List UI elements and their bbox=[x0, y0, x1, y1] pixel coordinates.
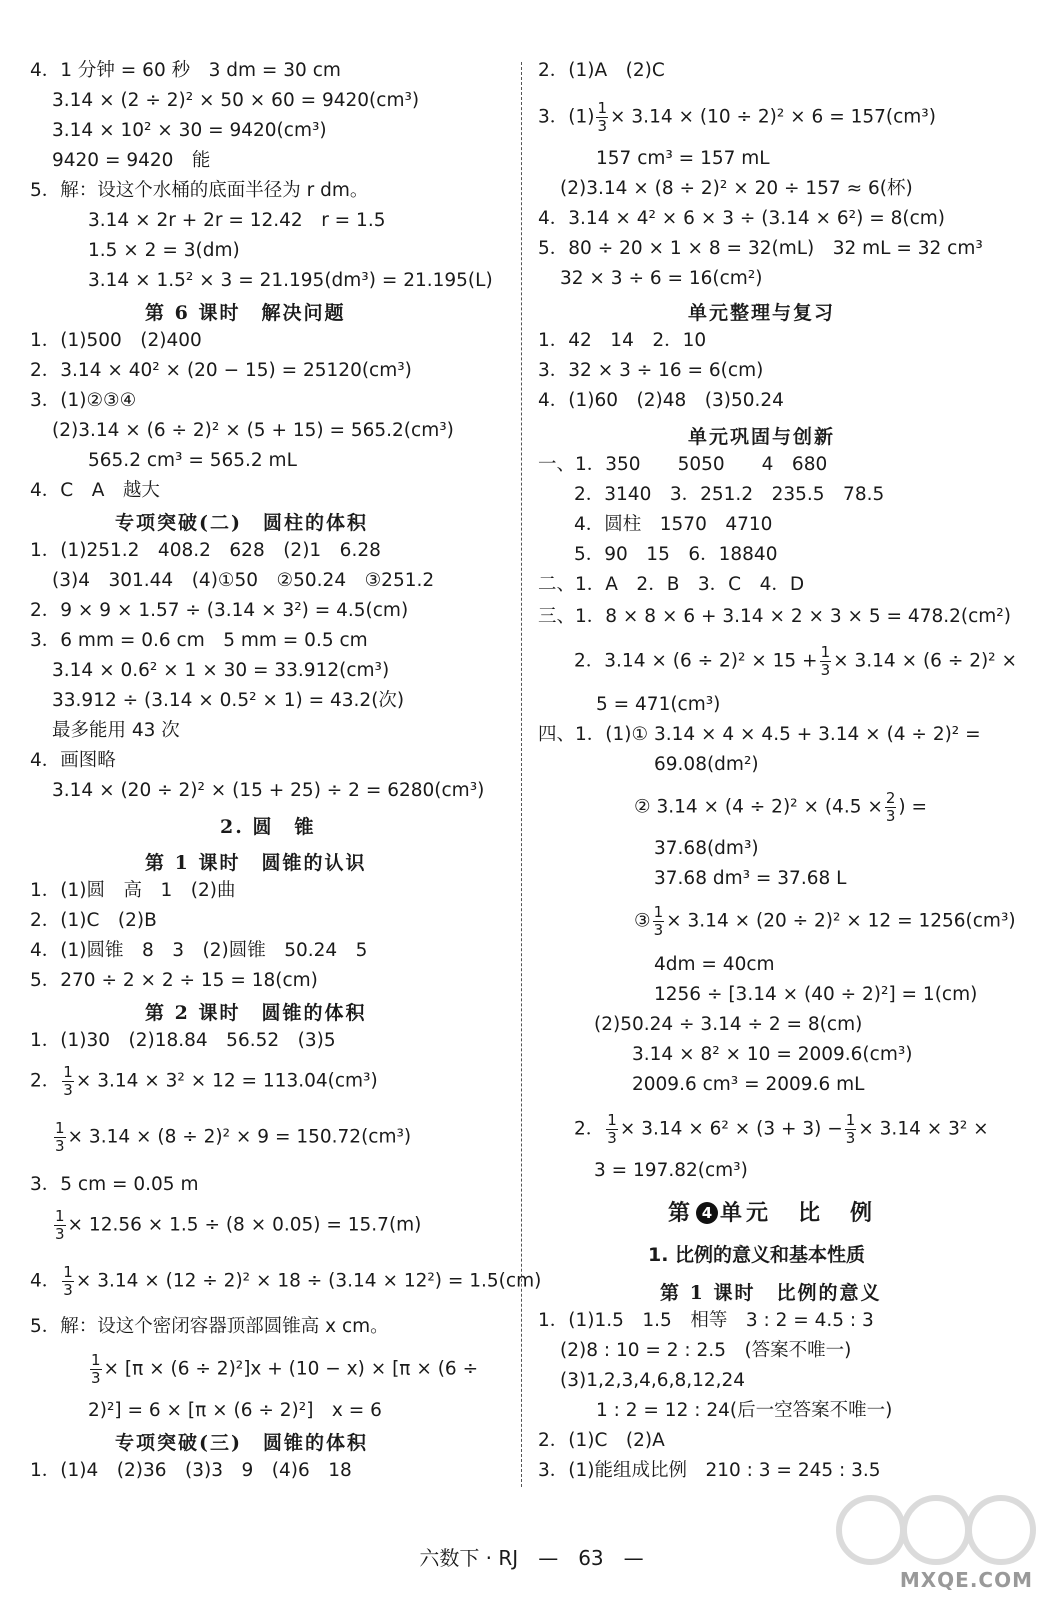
fraction-denominator: 3 bbox=[597, 117, 608, 135]
answer-line: 5 = 471(cm³) bbox=[596, 694, 721, 715]
answer-line: 1．(1)500 (2)400 bbox=[30, 330, 202, 351]
unit-heading-title: 单元 比 例 bbox=[720, 1201, 877, 1226]
fraction-denominator: 3 bbox=[845, 1129, 856, 1147]
fraction-denominator: 3 bbox=[607, 1129, 617, 1147]
answer-line bbox=[30, 1264, 541, 1299]
answer-text: × 3.14 × (20 ÷ 2)² × 12 = 1256(cm³) bbox=[666, 910, 1016, 932]
section-heading: 1. 比例的意义和基本性质 bbox=[648, 1244, 866, 1266]
answer-line: (3)1,2,3,4,6,8,12,24 bbox=[560, 1370, 746, 1391]
answer-line: 2009.6 cm³ = 2009.6 mL bbox=[632, 1074, 865, 1095]
answer-line: 1．(1)30 (2)18.84 56.52 (3)5 bbox=[30, 1030, 336, 1051]
fraction bbox=[845, 1112, 857, 1147]
answer-line: 3．(1)能组成比例 210 : 3 = 245 : 3.5 bbox=[538, 1460, 881, 1481]
answer-line: 4．1 分钟 = 60 秒 3 dm = 30 cm bbox=[30, 60, 341, 81]
answer-line: 1．42 14 2．10 bbox=[538, 330, 707, 351]
answer-line: 一、1．350 5050 4 680 bbox=[538, 454, 828, 475]
answer-text: × 3.14 × (6 ÷ 2)² × bbox=[833, 650, 1017, 672]
answer-line bbox=[52, 1120, 411, 1155]
section-heading: 专项突破(三) 圆锥的体积 bbox=[115, 1432, 368, 1454]
answer-line: 4dm = 40cm bbox=[654, 954, 775, 975]
fraction-numerator: 1 bbox=[653, 903, 664, 921]
answer-line: 2．3.14 × 40² × (20 − 15) = 25120(cm³) bbox=[30, 360, 412, 381]
fraction-numerator: 2 bbox=[885, 789, 896, 807]
answer-line: 5．90 15 6．18840 bbox=[574, 544, 778, 565]
answer-line: 565.2 cm³ = 565.2 mL bbox=[88, 450, 297, 471]
fraction-denominator: 3 bbox=[820, 661, 831, 679]
fraction-denominator: 3 bbox=[55, 1225, 65, 1243]
answer-line: 1．(1)1.5 1.5 相等 3 : 2 = 4.5 : 3 bbox=[538, 1310, 874, 1331]
answer-line: 1．(1)4 (2)36 (3)3 9 (4)6 18 bbox=[30, 1460, 352, 1481]
answer-line: 2．(1)C (2)B bbox=[30, 910, 157, 931]
answer-text: 2．3.14 × (6 ÷ 2)² × 15 + bbox=[574, 650, 818, 672]
unit-heading-prefix: 第 bbox=[668, 1201, 695, 1226]
fraction bbox=[54, 1208, 66, 1243]
answer-line bbox=[30, 1064, 378, 1099]
watermark-text: MXQE.COM bbox=[899, 1568, 1033, 1592]
answer-text: × 3.14 × 3² × bbox=[858, 1118, 989, 1140]
answer-line: 4．(1)60 (2)48 (3)50.24 bbox=[538, 390, 784, 411]
answer-line: 157 cm³ = 157 mL bbox=[596, 148, 770, 169]
answer-line bbox=[574, 1112, 989, 1147]
answer-text: ③ bbox=[634, 910, 651, 932]
fraction bbox=[596, 100, 608, 135]
answer-text: × 3.14 × 3² × 12 = 113.04(cm³) bbox=[75, 1070, 378, 1092]
answer-line: 69.08(dm²) bbox=[654, 754, 759, 775]
fraction-numerator: 1 bbox=[55, 1207, 65, 1225]
answer-line: 2．(1)A (2)C bbox=[538, 60, 665, 81]
section-heading: 单元巩固与创新 bbox=[688, 426, 836, 448]
section-heading: 第 1 课时 圆锥的认识 bbox=[145, 852, 367, 874]
fraction-numerator: 1 bbox=[845, 1111, 856, 1129]
fraction-numerator: 1 bbox=[607, 1111, 617, 1129]
answer-number: 2． bbox=[574, 1118, 605, 1140]
answer-number: 4． bbox=[30, 1270, 61, 1292]
fraction-denominator: 3 bbox=[91, 1369, 101, 1387]
answer-line: 5．解：设这个水桶的底面半径为 r dm。 bbox=[30, 180, 369, 201]
section-heading: 第 6 课时 解决问题 bbox=[145, 302, 346, 324]
answer-line: (2)8 : 10 = 2 : 2.5 (答案不唯一) bbox=[560, 1340, 852, 1361]
page-footer: 六数下 · RJ — 63 — bbox=[419, 1546, 644, 1570]
fraction bbox=[54, 1120, 66, 1155]
fraction bbox=[62, 1064, 74, 1099]
answer-line: 2．9 × 9 × 1.57 ÷ (3.14 × 3²) = 4.5(cm) bbox=[30, 600, 409, 621]
answer-line: 3．(1)②③④ bbox=[30, 390, 137, 411]
answer-line: 4．3.14 × 4² × 6 × 3 ÷ (3.14 × 6²) = 8(cm) bbox=[538, 208, 945, 229]
fraction-numerator: 1 bbox=[820, 643, 831, 661]
fraction-denominator: 3 bbox=[885, 807, 896, 825]
answer-line: (2)3.14 × (8 ÷ 2)² × 20 ÷ 157 ≈ 6(杯) bbox=[560, 178, 913, 199]
answer-line: 1 : 2 = 12 : 24(后一空答案不唯一) bbox=[596, 1400, 893, 1421]
fraction bbox=[653, 904, 665, 939]
section-heading: 2. 圆 锥 bbox=[220, 816, 316, 838]
answer-number: 2． bbox=[30, 1070, 61, 1092]
answer-line: 2．3140 3．251.2 235.5 78.5 bbox=[574, 484, 885, 505]
fraction-numerator: 1 bbox=[597, 99, 608, 117]
fraction-numerator: 1 bbox=[91, 1351, 101, 1369]
answer-text: × [π × (6 ÷ 2)²]x + (10 − x) × [π × (6 ÷ bbox=[103, 1358, 479, 1380]
answer-line: 二、1．A 2．B 3．C 4．D bbox=[538, 574, 805, 595]
answer-line: 32 × 3 ÷ 6 = 16(cm²) bbox=[560, 268, 763, 289]
answer-line: 3.14 × 2r + 2r = 12.42 r = 1.5 bbox=[88, 210, 386, 231]
answer-text: × 3.14 × 6² × (3 + 3) − bbox=[619, 1118, 843, 1140]
fraction bbox=[90, 1352, 102, 1387]
answer-line: 四、1．(1)① 3.14 × 4 × 4.5 + 3.14 × (4 ÷ 2)² = bbox=[538, 724, 981, 745]
fraction-denominator: 3 bbox=[55, 1137, 65, 1155]
answer-line: (3)4 301.44 (4)①50 ②50.24 ③251.2 bbox=[52, 570, 435, 591]
answer-line: 2)²] = 6 × [π × (6 ÷ 2)²] x = 6 bbox=[88, 1400, 382, 1421]
answer-line: 4．圆柱 1570 4710 bbox=[574, 514, 773, 535]
answer-text: × 3.14 × (10 ÷ 2)² × 6 = 157(cm³) bbox=[610, 106, 936, 128]
answer-line: 4．(1)圆锥 8 3 (2)圆锥 50.24 5 bbox=[30, 940, 368, 961]
answer-line: 1.5 × 2 = 3(dm) bbox=[88, 240, 240, 261]
fraction-numerator: 1 bbox=[63, 1263, 73, 1281]
fraction-denominator: 3 bbox=[63, 1081, 73, 1099]
answer-line: 37.68 dm³ = 37.68 L bbox=[654, 868, 847, 889]
answer-line: 2．(1)C (2)A bbox=[538, 1430, 665, 1451]
answer-line: 3.14 × (2 ÷ 2)² × 50 × 60 = 9420(cm³) bbox=[52, 90, 420, 111]
answer-line bbox=[574, 644, 1017, 679]
fraction bbox=[820, 644, 832, 679]
answer-text: × 12.56 × 1.5 ÷ (8 × 0.05) = 15.7(m) bbox=[67, 1214, 422, 1236]
fraction-denominator: 3 bbox=[63, 1281, 73, 1299]
answer-line: 3.14 × 0.6² × 1 × 30 = 33.912(cm³) bbox=[52, 660, 390, 681]
fraction-denominator: 3 bbox=[653, 921, 664, 939]
section-heading: 单元整理与复习 bbox=[688, 302, 836, 324]
answer-line: (2)3.14 × (6 ÷ 2)² × (5 + 15) = 565.2(cm³) bbox=[52, 420, 454, 441]
answer-line: 4．画图略 bbox=[30, 750, 116, 771]
answer-line: 1．(1)251.2 408.2 628 (2)1 6.28 bbox=[30, 540, 381, 561]
answer-line bbox=[538, 100, 936, 135]
answer-line: 3．6 mm = 0.6 cm 5 mm = 0.5 cm bbox=[30, 630, 368, 651]
answer-line: 3.14 × 8² × 10 = 2009.6(cm³) bbox=[632, 1044, 913, 1065]
fraction-numerator: 1 bbox=[55, 1119, 65, 1137]
answer-line: 37.68(dm³) bbox=[654, 838, 759, 859]
section-heading: 专项突破(二) 圆柱的体积 bbox=[115, 512, 368, 534]
answer-line: 33.912 ÷ (3.14 × 0.5² × 1) = 43.2(次) bbox=[52, 690, 405, 711]
answer-line: 3．32 × 3 ÷ 16 = 6(cm) bbox=[538, 360, 764, 381]
answer-line: 3 = 197.82(cm³) bbox=[594, 1160, 748, 1181]
unit-heading bbox=[668, 1196, 876, 1227]
fraction-numerator: 1 bbox=[63, 1063, 73, 1081]
answer-line: 3．5 cm = 0.05 m bbox=[30, 1174, 199, 1195]
answer-line: 3.14 × (20 ÷ 2)² × (15 + 25) ÷ 2 = 6280(cm³) bbox=[52, 780, 485, 801]
unit-number-badge: 4 bbox=[696, 1202, 718, 1224]
answer-text: × 3.14 × (12 ÷ 2)² × 18 ÷ (3.14 × 12²) = 1.5(cm) bbox=[75, 1270, 542, 1292]
answer-line: (2)50.24 ÷ 3.14 ÷ 2 = 8(cm) bbox=[594, 1014, 863, 1035]
answer-line: 3.14 × 1.5² × 3 = 21.195(dm³) = 21.195(L) bbox=[88, 270, 493, 291]
answer-line: 9420 = 9420 能 bbox=[52, 150, 211, 171]
answer-text: ) = bbox=[898, 796, 928, 818]
answer-text: ② 3.14 × (4 ÷ 2)² × (4.5 × bbox=[634, 796, 883, 818]
answer-line: 三、1．8 × 8 × 6 + 3.14 × 2 × 3 × 5 = 478.2(cm²) bbox=[538, 606, 1011, 627]
answer-line bbox=[52, 1208, 421, 1243]
answer-line: 5．解：设这个密闭容器顶部圆锥高 x cm。 bbox=[30, 1316, 389, 1337]
answer-line bbox=[88, 1352, 478, 1387]
answer-line: 1．(1)圆 高 1 (2)曲 bbox=[30, 880, 236, 901]
section-heading: 第 1 课时 比例的意义 bbox=[660, 1282, 882, 1304]
fraction bbox=[62, 1264, 74, 1299]
answer-line: 5．270 ÷ 2 × 2 ÷ 15 = 18(cm) bbox=[30, 970, 318, 991]
answer-line: 4．C A 越大 bbox=[30, 480, 160, 501]
answer-line bbox=[634, 790, 927, 825]
answer-line: 最多能用 43 次 bbox=[52, 720, 180, 741]
answer-number: 3．(1) bbox=[538, 106, 595, 128]
answer-text: × 3.14 × (8 ÷ 2)² × 9 = 150.72(cm³) bbox=[67, 1126, 412, 1148]
answer-line: 5．80 ÷ 20 × 1 × 8 = 32(mL) 32 mL = 32 cm³ bbox=[538, 238, 983, 259]
answer-line: 3.14 × 10² × 30 = 9420(cm³) bbox=[52, 120, 327, 141]
fraction bbox=[885, 790, 897, 825]
fraction bbox=[606, 1112, 618, 1147]
answer-line: 1256 ÷ [3.14 × (40 ÷ 2)²] = 1(cm) bbox=[654, 984, 978, 1005]
section-heading: 第 2 课时 圆锥的体积 bbox=[145, 1002, 367, 1024]
answer-line bbox=[634, 904, 1016, 939]
